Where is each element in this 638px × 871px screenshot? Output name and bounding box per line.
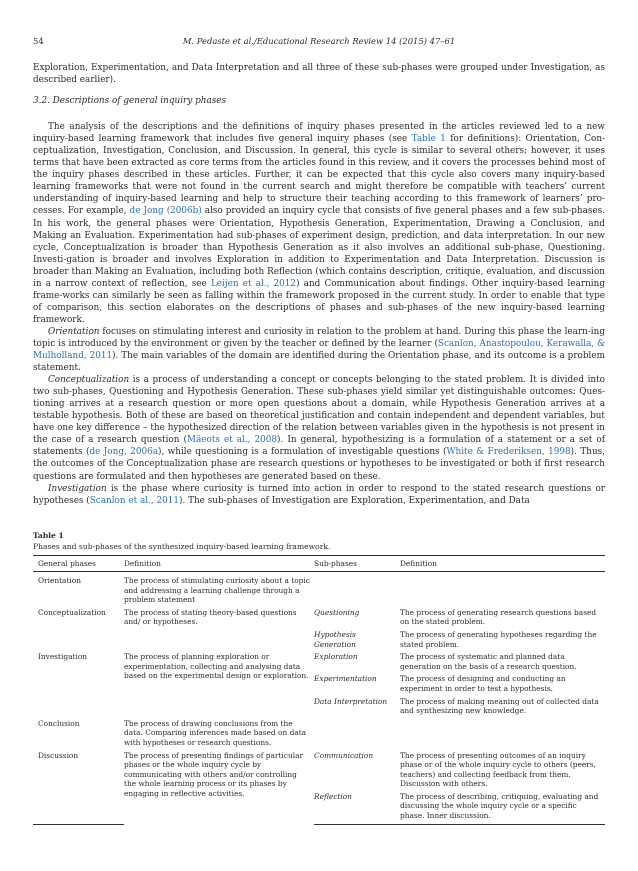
section-heading: 3.2. Descriptions of general inquiry phases — [33, 96, 227, 107]
cell-subphase: Reflection — [314, 790, 400, 824]
page-number: 54 — [33, 36, 44, 46]
cell-sub-definition — [400, 717, 605, 749]
table-row — [33, 790, 605, 824]
text-run: ). The main variables of the domain are identified during the Orientation phase, and its outcome is a problem statement. — [33, 351, 605, 374]
cell-sub-definition: The process of generating hypotheses regarding the stated problem. — [400, 629, 597, 649]
table-row — [33, 606, 605, 628]
table-row — [33, 650, 605, 672]
link-scanlon-2011-full[interactable]: Scanlon, Anastopoulou, Kerawalla, & Mulholland, 2011 — [33, 338, 605, 362]
journal-citation: M. Pedaste et al./Educational Research Review 14 (2015) 47–61 — [182, 36, 456, 46]
text-run: is a process of understanding a concept or concepts belonging to the stated problem. It is divided into two sub-phases, Questioning and Hypothesis Generation. These sub-phases yield similar yet distinguishable outcomes: Ques-tioning arrives at a research question or more open questions about a domain, while Hypothesis Generation arrives at a testable hypothesis. Both of these are based on theoretical justification and contain independent and dependent variables, but have one key difference – the hypothesized direction of the relation between variables given in the hypothesis is not present in the case of a research question ( — [33, 375, 605, 446]
cell-phase: Discussion — [38, 750, 79, 760]
link-white-frederiksen-1998[interactable]: White & Frederiksen, 1998 — [446, 447, 571, 458]
intro-paragraph: Exploration, Experimentation, and Data Interpretation and all three of these sub-phases were grouped under Investigation, as described earlier). — [33, 63, 605, 86]
cell-phase — [33, 672, 124, 694]
table-header-row — [33, 556, 605, 572]
text-run: focuses on stimulating interest and curiosity in relation to the problem at hand. During this phase the learn-ing topic is introduced by the environment or given by the teacher or defined by the learner ( — [33, 326, 605, 349]
cell-sub-definition: The process of designing and conducting an experiment in order to test a hypothesis. — [400, 674, 566, 693]
link-table-1[interactable]: Table 1 — [411, 134, 446, 145]
cell-subphase: Data Interpretation — [314, 696, 388, 706]
paragraph-orientation — [33, 326, 605, 374]
cell-subphase: Communication — [314, 750, 374, 760]
text-run: for definitions): Orientation, Con-ceptualization, Investigation, Conclusion, and Discussion. In general, this cycle is similar to several others; however, it uses terms that have been extracted as core terms from the articles found in this review, and it covers the processes behind most of the inquiry phases described in these articles. Further, it can be expected that this cycle also covers many inquiry-based learning frameworks that were not found in the current search and might therefore be compatible with teachers’ current understanding of inquiry-based learning and help to structure their teaching according to this framework of learners’ pro-cesses. For example, — [33, 134, 606, 217]
cell-phase — [33, 695, 124, 717]
cell-subphase — [314, 572, 400, 606]
text-run: ), while questioning is a formulation of investigable questions ( — [158, 447, 447, 458]
cell-definition — [124, 628, 314, 650]
table-subtitle: Phases and sub-phases of the synthesized inquiry-based learning framework. — [33, 542, 331, 551]
cell-sub-definition: The process of making meaning out of collected data and synthesizing new knowledge. — [400, 696, 599, 716]
term-investigation: Investigation — [48, 483, 107, 494]
cell-phase — [33, 628, 124, 650]
cell-sub-definition: The process of presenting outcomes of an inquiry phase or of the whole inquiry cycle to others (peers, teachers) and collecting feedback from them. Discussion with others. — [400, 750, 596, 789]
header-general-phases: General phases — [33, 556, 124, 572]
table-1 — [33, 531, 605, 825]
table-row — [33, 749, 605, 790]
header-sub-phases: Sub-phases — [314, 556, 400, 572]
cell-definition: The process of planning exploration or experimentation, collecting and analysing data based on the experimental design or exploration. — [124, 652, 309, 681]
cell-definition: The process of stating theory-based questions and/ or hypotheses. — [124, 607, 297, 627]
cell-sub-definition — [400, 572, 605, 606]
paragraph-overview — [33, 121, 605, 326]
table-caption: Table 1 — [33, 531, 64, 540]
term-conceptualization: Conceptualization — [48, 375, 130, 386]
table-row — [33, 695, 605, 717]
cell-phase: Orientation — [38, 576, 82, 585]
table-row — [33, 717, 605, 749]
paragraph-conceptualization — [33, 374, 605, 482]
text-run: ). The sub-phases of Investigation are Exploration, Experimentation, and Data — [179, 495, 530, 506]
text-run: ) and Communication about findings. Other inquiry-based learning frame-works can similarly be seen as falling within the framework proposed in the current study. In order to enable that type of comparison, this section elaborates on the descriptions of phases and sub-phases of the new inquiry-based learning framework. — [33, 278, 605, 325]
paragraph-investigation — [33, 483, 605, 507]
link-scanlon-2011[interactable]: Scanlon et al., 2011 — [89, 495, 180, 506]
cell-definition: The process of stimulating curiosity about a topic and addressing a learning challenge through a problem statement — [124, 576, 310, 605]
cell-phase: Investigation — [38, 652, 88, 662]
header-sub-definition: Definition — [400, 556, 605, 572]
cell-subphase: Questioning — [314, 607, 360, 617]
term-orientation: Orientation — [48, 326, 100, 337]
running-header — [33, 36, 605, 50]
phases-table — [33, 555, 605, 825]
article-body — [33, 62, 605, 507]
cell-sub-definition: The process of generating research questions based on the stated problem. — [400, 607, 597, 627]
cell-sub-definition: The process of systematic and planned data generation on the basis of a research question. — [400, 652, 577, 671]
cell-phase — [33, 790, 124, 824]
cell-subphase: Hypothesis Generation — [314, 629, 356, 649]
text-run: ). In general, hypothesizing is a formulation of a statement or a set of statements ( — [33, 435, 605, 458]
table-row — [33, 672, 605, 694]
text-run: ). Thus, the outcomes of the Conceptualization phase are research questions or hypotheses to be investigated or both if first research questions are formulated and then hypotheses are generated based on these. — [33, 447, 605, 482]
cell-sub-definition: The process of describing, critiquing, evaluating and discussing the whole inquiry cycle or a specific phase. Inner discussion. — [400, 790, 605, 824]
header-definition: Definition — [124, 556, 314, 572]
text-run: also provided an inquiry cycle that consists of five general phases and a few sub-phases. In his work, the general phases were Orientation, Hypothesis Generation, Experimentation, Drawing a Conclusion, and Making an Evaluation. Experimentation had sub-phases of experiment design, prediction, and data interpretation. In our new cycle, Conceptualization is broader than Hypothesis Generation as it also involves an additional sub-phase, Questioning. Investi-gation is broader and involves Exploration in addition to Experimentation and Data Interpretation. Discussion is broader than Making an Evaluation, including both Reflection (which contains description, critique, evaluation, and discussion in a narrow context of reflection, see — [33, 206, 605, 289]
cell-definition: The process of presenting findings of particular phases or the whole inquiry cycle by communicating with others and/or controlling the whole learning process or its phases by engaging in reflective activities. — [124, 750, 304, 798]
cell-subphase: Experimentation — [314, 674, 377, 684]
table-row — [33, 572, 605, 606]
table-row — [33, 628, 605, 650]
cell-subphase: Exploration — [314, 652, 358, 662]
cell-phase: Conceptualization — [38, 607, 106, 617]
cell-phase: Conclusion — [38, 718, 80, 728]
text-run: is the phase where curiosity is turned into action in order to respond to the stated research questions or hypotheses ( — [33, 483, 605, 506]
link-de-jong-2006a[interactable]: de Jong, 2006a — [89, 447, 158, 458]
link-maeots-2008[interactable]: Mäeots et al., 2008 — [186, 435, 278, 446]
cell-definition: The process of drawing conclusions from the data. Comparing inferences made based on data with hypotheses or research questions. — [124, 718, 307, 747]
link-de-jong-2006b[interactable]: de Jong (2006b) — [129, 206, 202, 217]
text-run: The analysis of the descriptions and the definitions of inquiry phases presented in the articles reviewed led to a new inquiry-based learning framework that includes five general inquiry phases (see — [33, 122, 605, 145]
link-leijen-2012[interactable]: Leijen et al., 2012 — [210, 278, 297, 289]
cell-subphase — [314, 717, 400, 749]
